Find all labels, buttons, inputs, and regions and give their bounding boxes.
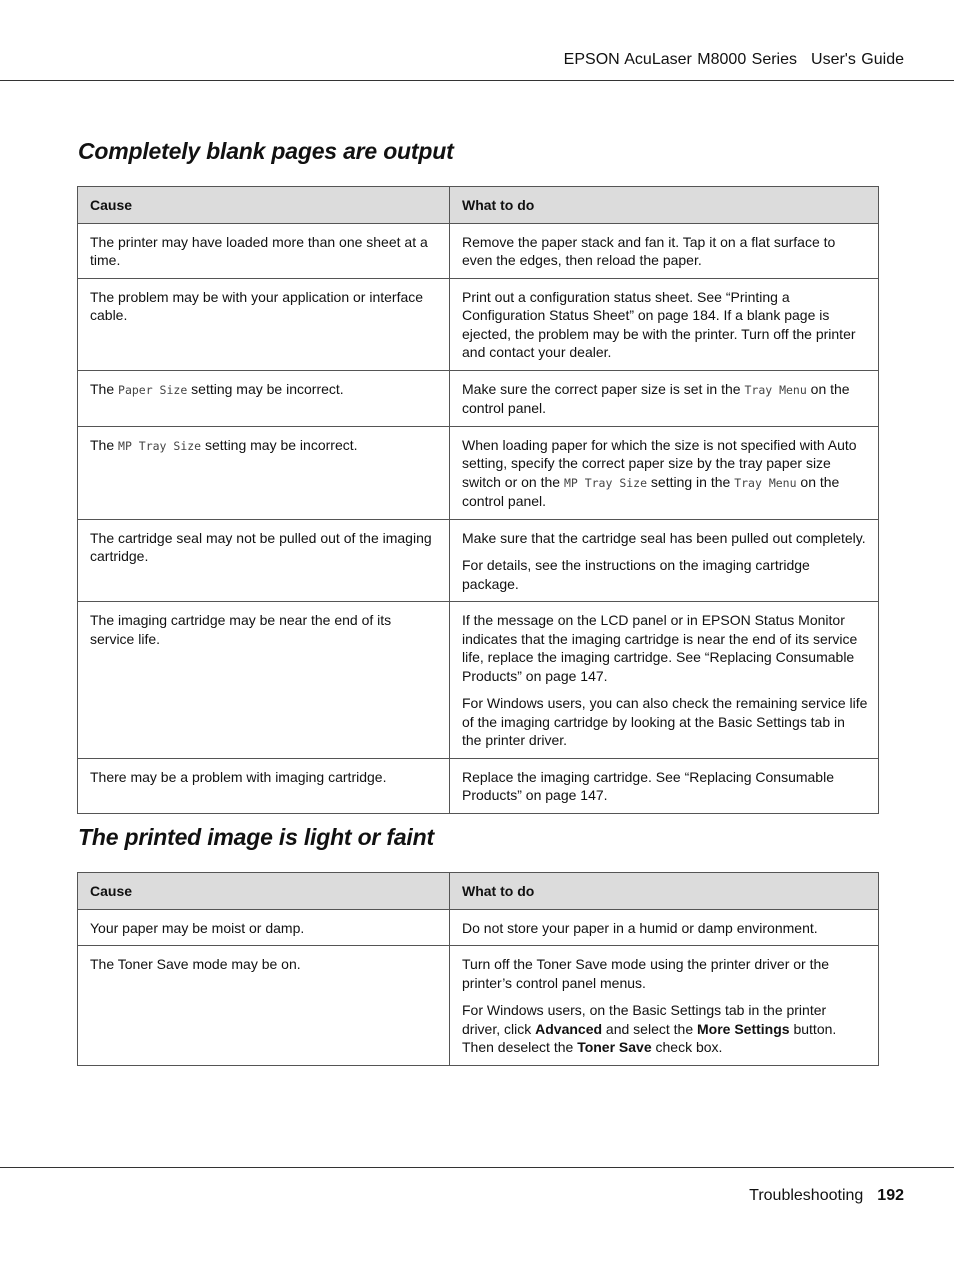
text: on the control panel. [462, 380, 850, 416]
text: Make sure the correct paper size is set in the [462, 380, 745, 397]
text: For Windows users, on the Basic Settings tab in the printer driver, click [462, 1002, 827, 1037]
ui-label-advanced: Advanced [535, 1020, 603, 1037]
remedy-cell: Do not store your paper in a humid or damp environment. [450, 909, 879, 946]
remedy-paragraph [462, 1001, 868, 1057]
cause-cell: The Toner Save mode may be on. [78, 946, 450, 1066]
remedy-cell [450, 946, 879, 1066]
footer-section: Troubleshooting [749, 1187, 864, 1204]
table-row [78, 946, 879, 1066]
footer-rule [0, 1167, 954, 1168]
text: The [90, 436, 119, 453]
menu-setting-mp-tray-size: MP Tray Size [563, 475, 648, 490]
table-row [78, 426, 879, 519]
ui-label-more-settings: More Settings [697, 1020, 790, 1037]
menu-setting-tray-menu: Tray Menu [734, 475, 797, 490]
table-row [78, 519, 879, 602]
remedy-paragraph: For details, see the instructions on the imaging cartridge package. [462, 557, 810, 592]
column-header-what-to-do: What to do [450, 187, 879, 224]
text: on the control panel. [462, 473, 840, 509]
text: button. Then deselect the [462, 1020, 837, 1055]
table-row [78, 223, 879, 278]
cause-cell [78, 426, 450, 519]
section-title-light-faint: The printed image is light or faint [78, 824, 434, 850]
table-blank-pages [77, 186, 879, 814]
header-product: EPSON AcuLaser M8000 Series [563, 51, 798, 68]
remedy-paragraph: For Windows users, you can also check the remaining service life of the imaging cartridge by looking at the Basic Settings tab in the printer driver. [462, 695, 868, 748]
column-header-cause: Cause [78, 873, 450, 910]
remedy-cell: Print out a configuration status sheet. See “Printing a Configuration Status Sheet” on page 184. If a blank page is ejected, the problem may be with the printer. Turn off the printer and contact your dealer. [450, 278, 879, 370]
cause-cell: The cartridge seal may not be pulled out of the imaging cartridge. [78, 519, 450, 602]
text: setting may be incorrect. [187, 380, 344, 397]
cause-cell: The printer may have loaded more than one sheet at a time. [78, 223, 450, 278]
cause-cell: There may be a problem with imaging cartridge. [78, 758, 450, 813]
menu-setting-tray-menu: Tray Menu [744, 382, 807, 397]
header-rule [0, 80, 954, 81]
remedy-cell [450, 370, 879, 426]
text: setting in the [647, 473, 735, 490]
cause-cell: Your paper may be moist or damp. [78, 909, 450, 946]
section-title-blank-pages: Completely blank pages are output [78, 138, 454, 164]
table-row [78, 278, 879, 370]
remedy-cell [450, 602, 879, 759]
menu-setting-paper-size: Paper Size [118, 382, 188, 397]
table-header-row [78, 187, 879, 224]
remedy-cell [450, 519, 879, 602]
page-header [564, 51, 904, 69]
table-row [78, 758, 879, 813]
text: setting may be incorrect. [201, 436, 358, 453]
text: When loading paper for which the size is not specified with Auto setting, specify the correct paper size by the tray paper size switch or on the [462, 436, 857, 490]
remedy-cell [450, 426, 879, 519]
menu-setting-mp-tray-size: MP Tray Size [118, 438, 202, 453]
remedy-cell: Replace the imaging cartridge. See “Replacing Consumable Products” on page 147. [450, 758, 879, 813]
cause-cell: The imaging cartridge may be near the end of its service life. [78, 602, 450, 759]
cause-cell [78, 370, 450, 426]
table-row [78, 909, 879, 946]
table-row [78, 370, 879, 426]
remedy-paragraph: Make sure that the cartridge seal has been pulled out completely. [462, 529, 866, 546]
column-header-what-to-do: What to do [450, 873, 879, 910]
remedy-cell: Remove the paper stack and fan it. Tap it on a flat surface to even the edges, then reload the paper. [450, 223, 879, 278]
table-header-row [78, 873, 879, 910]
page-footer [749, 1187, 904, 1205]
column-header-cause: Cause [78, 187, 450, 224]
remedy-paragraph: If the message on the LCD panel or in EPSON Status Monitor indicates that the imaging cartridge is near the end of its service life, replace the imaging cartridge. See “Replacing Consumable Products” on page 147. [462, 612, 858, 684]
ui-label-toner-save: Toner Save [577, 1039, 652, 1055]
table-row [78, 602, 879, 759]
table-light-faint [77, 872, 879, 1066]
text: check box. [651, 1039, 723, 1055]
text: The [90, 380, 119, 397]
cause-cell: The problem may be with your application or interface cable. [78, 278, 450, 370]
page-number: 192 [877, 1187, 904, 1204]
remedy-paragraph: Turn off the Toner Save mode using the printer driver or the printer’s control panel menus. [462, 956, 830, 991]
header-guide: User's Guide [811, 51, 904, 68]
text: and select the [602, 1020, 697, 1037]
